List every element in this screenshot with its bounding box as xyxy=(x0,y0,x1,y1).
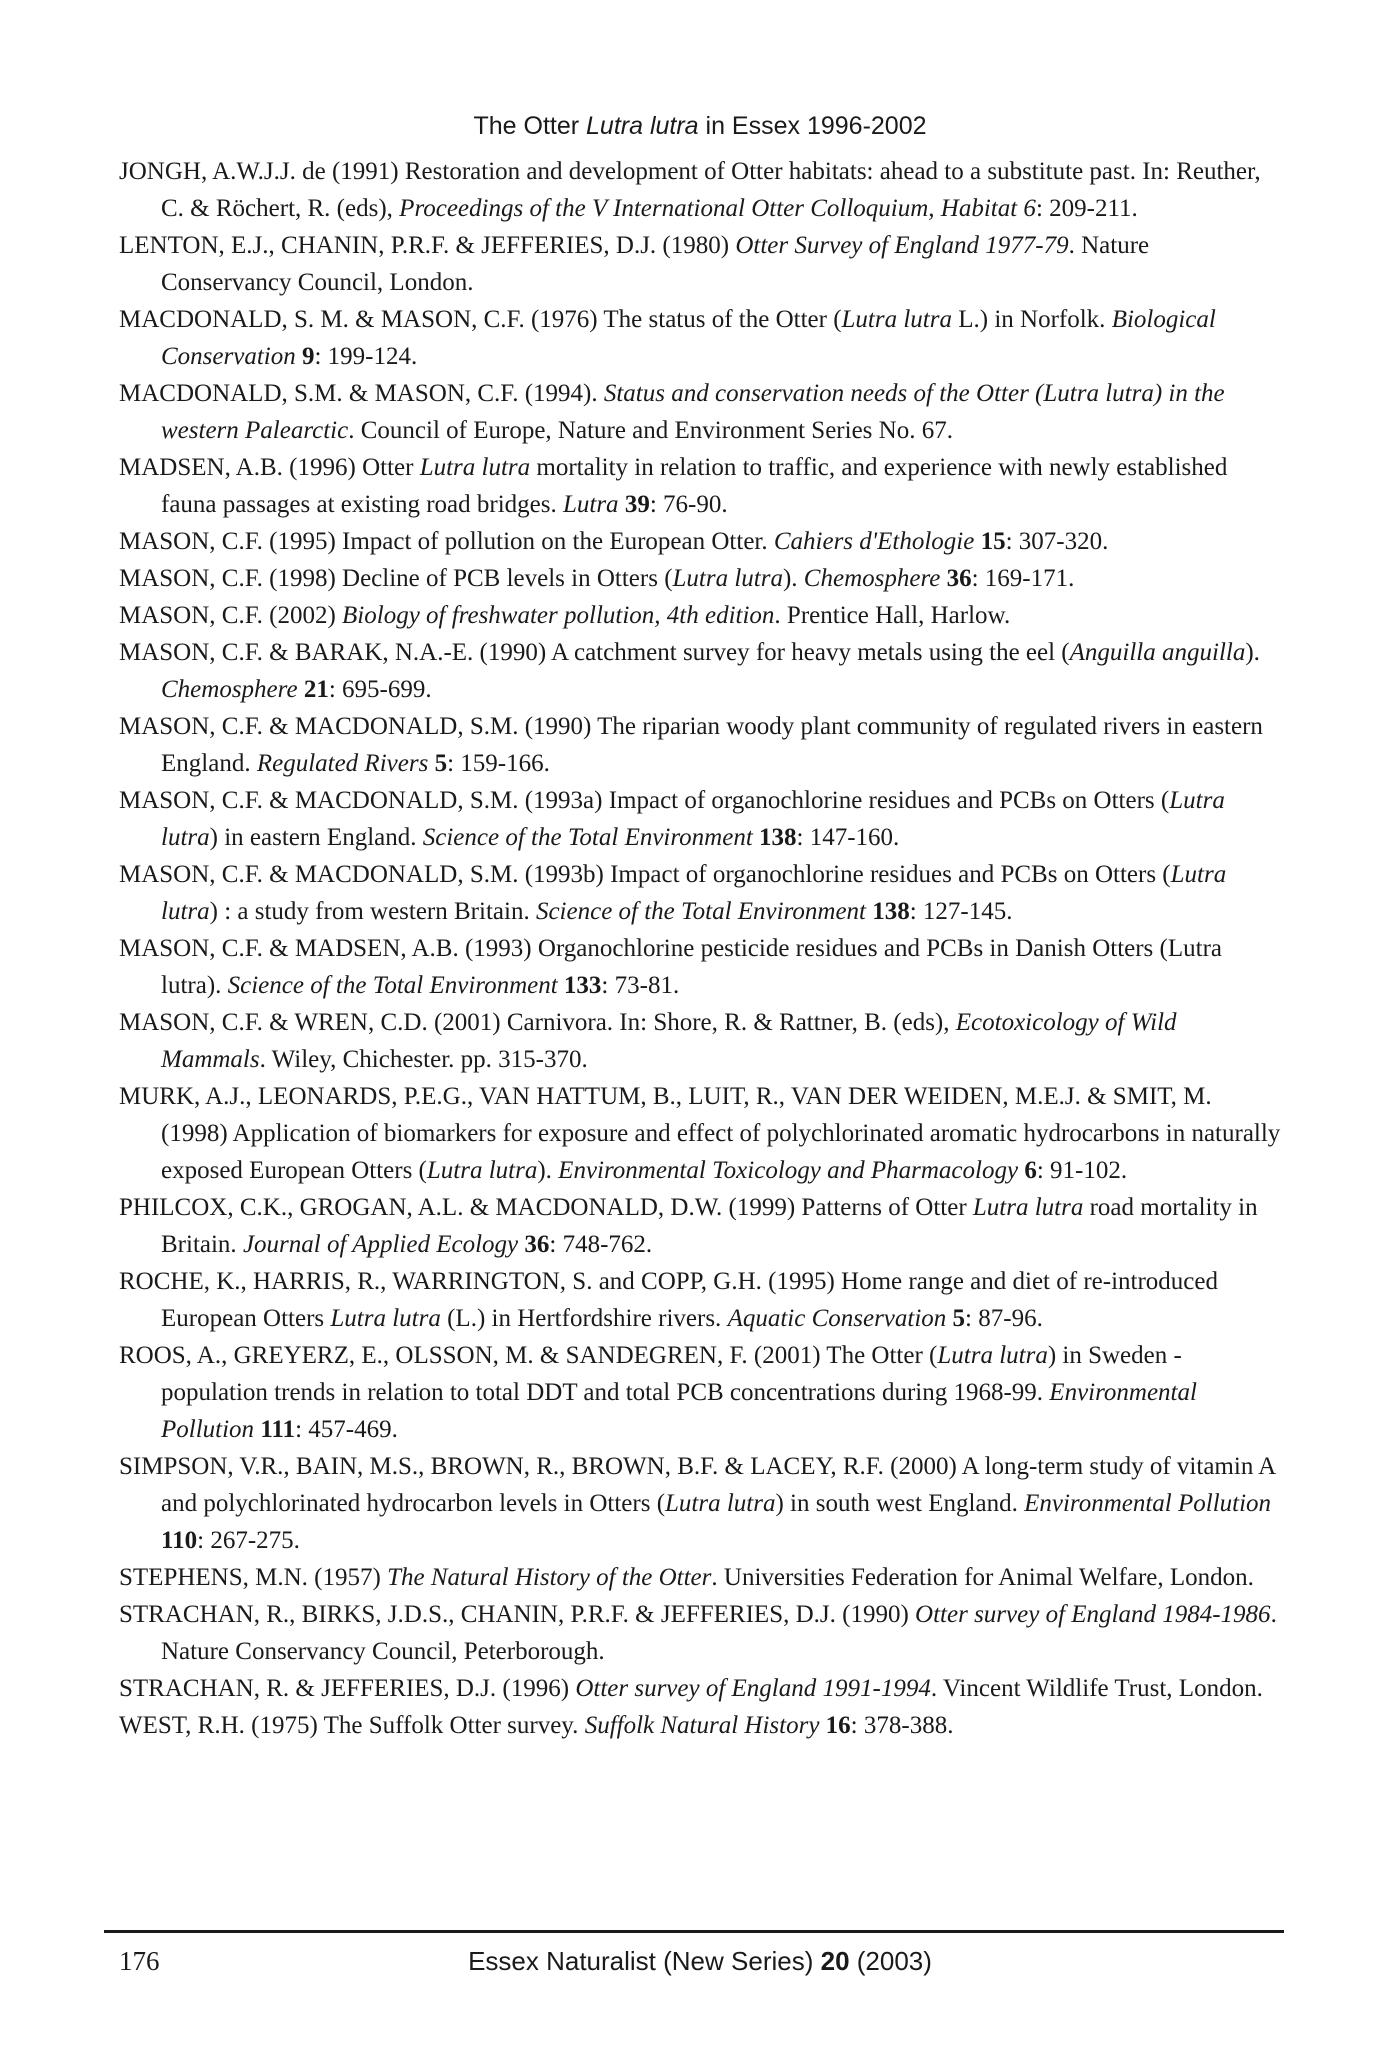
ref-volume: 9 xyxy=(301,343,315,370)
ref-volume: 39 xyxy=(624,491,650,518)
ref-text: : 73-81. xyxy=(601,972,680,999)
ref-volume: 138 xyxy=(872,898,910,925)
ref-italic-text: Science of the Total Environment xyxy=(535,898,866,925)
ref-text: ). xyxy=(1245,639,1260,666)
journal-volume: 20 xyxy=(820,1946,850,1976)
reference-entry xyxy=(119,1707,1284,1744)
ref-text: ). xyxy=(782,565,804,592)
header-text-end: in Essex 1996-2002 xyxy=(698,112,927,140)
ref-italic-text: Chemosphere xyxy=(803,565,941,592)
ref-text: . Nature Conservancy Council, Peterborough. xyxy=(161,1601,1277,1665)
ref-italic-text: Status and conservation needs of the Otter (Lutra lutra) in the western Palearctic xyxy=(161,380,1225,444)
ref-italic-text: Ecotoxicology of Wild Mammals xyxy=(161,1009,1177,1073)
ref-text: STRACHAN, R., BIRKS, J.D.S., CHANIN, P.R.F. & JEFFERIES, D.J. (1990) xyxy=(119,1601,916,1628)
ref-italic-text: Lutra lutra xyxy=(665,1490,776,1517)
ref-text: PHILCOX, C.K., GROGAN, A.L. & MACDONALD, D.W. (1999) Patterns of Otter xyxy=(119,1194,973,1221)
ref-italic-text: Lutra lutra xyxy=(330,1305,441,1332)
ref-italic-text: Otter survey of England 1984-1986 xyxy=(915,1601,1271,1628)
ref-text: WEST, R.H. (1975) The Suffolk Otter survey. xyxy=(119,1712,585,1739)
ref-italic-text: Biology of freshwater pollution, 4th edition xyxy=(342,602,775,629)
reference-entry xyxy=(119,708,1284,782)
ref-text: MASON, C.F. & BARAK, N.A.-E. (1990) A catchment survey for heavy metals using the eel ( xyxy=(119,639,1070,666)
ref-italic-text: Science of the Total Environment xyxy=(422,824,753,851)
reference-entry xyxy=(119,1004,1284,1078)
ref-italic-text: Environmental Toxicology and Pharmacology xyxy=(558,1157,1019,1184)
ref-text: . Nature Conservancy Council, London. xyxy=(161,232,1150,296)
ref-text: : 169-171. xyxy=(971,565,1075,592)
ref-volume: 21 xyxy=(303,676,329,703)
ref-volume: 5 xyxy=(952,1305,966,1332)
ref-text: : 87-96. xyxy=(965,1305,1043,1332)
ref-text: . Wiley, Chichester. pp. 315-370. xyxy=(259,1046,588,1073)
ref-text: . Universities Federation for Animal Welfare, London. xyxy=(711,1564,1254,1591)
ref-volume: 110 xyxy=(161,1527,198,1554)
ref-text: ) in south west England. xyxy=(775,1490,1025,1517)
ref-italic-text: Lutra lutra xyxy=(419,454,531,481)
reference-entry xyxy=(119,1596,1284,1670)
ref-italic-text: Lutra lutra xyxy=(161,861,1227,925)
ref-italic-text: Lutra lutra xyxy=(841,306,952,333)
ref-volume: 5 xyxy=(434,750,448,777)
ref-italic-text: Otter survey of England 1991-1994 xyxy=(575,1675,931,1702)
running-header xyxy=(0,112,1400,141)
ref-italic-text: Journal of Applied Ecology xyxy=(242,1231,519,1258)
ref-text: MACDONALD, S. M. & MASON, C.F. (1976) The status of the Otter ( xyxy=(119,306,842,333)
reference-entry xyxy=(119,153,1284,227)
ref-text: MASON, C.F. & MACDONALD, S.M. (1990) The riparian woody plant community of regulated rivers in eastern England. xyxy=(119,713,1263,777)
ref-text: MASON, C.F. & MADSEN, A.B. (1993) Organochlorine pesticide residues and PCBs in Danish Otters (Lutra lutra). xyxy=(119,935,1223,999)
reference-entry xyxy=(119,930,1284,1004)
ref-text: SIMPSON, V.R., BAIN, M.S., BROWN, R., BROWN, B.F. & LACEY, R.F. (2000) A long-term study of vitamin A and polychlorinated hydrocarbon levels in Otters ( xyxy=(119,1453,1275,1517)
ref-text: : 457-469. xyxy=(295,1416,398,1443)
ref-text: mortality in relation to traffic, and experience with newly established fauna passages at existing road bridges. xyxy=(161,454,1228,518)
ref-italic-text: Science of the Total Environment xyxy=(227,972,558,999)
ref-volume: 36 xyxy=(524,1231,550,1258)
reference-entry xyxy=(119,1670,1284,1707)
ref-text: . Prentice Hall, Harlow. xyxy=(774,602,1011,629)
reference-entry xyxy=(119,375,1284,449)
ref-text: ). xyxy=(537,1157,559,1184)
reference-list xyxy=(119,153,1284,1744)
page-number: 176 xyxy=(119,1946,160,1976)
ref-text: MASON, C.F. (2002) xyxy=(119,602,343,629)
ref-italic-text: Lutra lutra xyxy=(972,1194,1084,1221)
ref-text: : 748-762. xyxy=(549,1231,653,1258)
ref-italic-text: Environmental Pollution xyxy=(161,1379,1197,1443)
ref-volume: 15 xyxy=(980,528,1006,555)
reference-entry xyxy=(119,523,1284,560)
ref-italic-text: Suffolk Natural History xyxy=(584,1712,820,1739)
ref-italic-text: The Natural History of the Otter xyxy=(387,1564,712,1591)
ref-text: ) in eastern England. xyxy=(209,824,423,851)
ref-text: : 91-102. xyxy=(1036,1157,1128,1184)
reference-entry xyxy=(119,1189,1284,1263)
ref-text: : 127-145. xyxy=(909,898,1013,925)
ref-text: : 307-320. xyxy=(1005,528,1109,555)
ref-text: STRACHAN, R. & JEFFERIES, D.J. (1996) xyxy=(119,1675,576,1702)
journal-footer xyxy=(0,1946,1400,1977)
ref-text: JONGH, A.W.J.J. de (1991) Restoration and development of Otter habitats: ahead to a substitute past. In: Reuther, C. & Röchert, R. (eds), xyxy=(119,158,1261,222)
ref-italic-text: Anguilla anguilla xyxy=(1069,639,1246,666)
ref-italic-text: Cahiers d'Ethologie xyxy=(773,528,975,555)
ref-volume: 6 xyxy=(1024,1157,1037,1184)
ref-text: MURK, A.J., LEONARDS, P.E.G., VAN HATTUM, B., LUIT, R., VAN DER WEIDEN, M.E.J. & SMIT, M. (1998) Application of biomarkers for exposure and effect of polychlorinated aromatic hydrocarbons in naturally exposed European Otters ( xyxy=(119,1083,1281,1184)
reference-entry xyxy=(119,634,1284,708)
ref-text: . Council of Europe, Nature and Environment Series No. 67. xyxy=(348,417,953,444)
ref-text: STEPHENS, M.N. (1957) xyxy=(119,1564,388,1591)
ref-text: : 209-211. xyxy=(1035,195,1138,222)
ref-text: ROOS, A., GREYERZ, E., OLSSON, M. & SANDEGREN, F. (2001) The Otter ( xyxy=(119,1342,938,1369)
ref-italic-text: Environmental Pollution xyxy=(1024,1490,1272,1517)
ref-text: MASON, C.F. & MACDONALD, S.M. (1993b) Impact of organochlorine residues and PCBs on Otters ( xyxy=(119,861,1171,888)
header-text: The Otter xyxy=(473,112,587,140)
ref-text: ROCHE, K., HARRIS, R., WARRINGTON, S. and COPP, G.H. (1995) Home range and diet of re-introduced European Otters xyxy=(119,1268,1218,1332)
ref-text: L.) in Norfolk. xyxy=(951,306,1112,333)
reference-entry xyxy=(119,1448,1284,1559)
ref-volume: 138 xyxy=(759,824,797,851)
ref-text: MACDONALD, S.M. & MASON, C.F. (1994). xyxy=(119,380,604,407)
ref-volume: 36 xyxy=(946,565,972,592)
reference-entry xyxy=(119,227,1284,301)
ref-italic-text: Biological Conservation xyxy=(161,306,1216,370)
ref-italic-text: Regulated Rivers xyxy=(256,750,429,777)
reference-entry xyxy=(119,301,1284,375)
ref-text: MASON, C.F. & MACDONALD, S.M. (1993a) Impact of organochlorine residues and PCBs on Otters ( xyxy=(119,787,1170,814)
ref-italic-text: Aquatic Conservation xyxy=(727,1305,947,1332)
ref-text: : 147-160. xyxy=(796,824,900,851)
ref-italic-text: Lutra lutra xyxy=(426,1157,538,1184)
ref-volume: 16 xyxy=(825,1712,851,1739)
ref-text: : 76-90. xyxy=(649,491,728,518)
ref-text: MADSEN, A.B. (1996) Otter xyxy=(119,454,420,481)
ref-italic-text: Lutra lutra xyxy=(672,565,783,592)
ref-italic-text: Chemosphere xyxy=(161,676,298,703)
reference-entry xyxy=(119,1078,1284,1189)
header-species: Lutra lutra xyxy=(586,112,699,140)
reference-entry xyxy=(119,597,1284,634)
reference-entry xyxy=(119,449,1284,523)
ref-text: MASON, C.F. (1998) Decline of PCB levels in Otters ( xyxy=(119,565,673,592)
ref-text: ) : a study from western Britain. xyxy=(209,898,536,925)
ref-volume: 111 xyxy=(260,1416,296,1443)
ref-italic-text: Lutra lutra xyxy=(937,1342,1048,1369)
ref-text: : 267-275. xyxy=(197,1527,300,1554)
ref-volume: 133 xyxy=(563,972,602,999)
ref-text: (L.) in Hertfordshire rivers. xyxy=(440,1305,728,1332)
ref-italic-text: Otter Survey of England 1977-79 xyxy=(735,232,1069,259)
ref-text: MASON, C.F. (1995) Impact of pollution on the European Otter. xyxy=(119,528,774,555)
journal-year: (2003) xyxy=(849,1946,932,1976)
reference-entry xyxy=(119,782,1284,856)
journal-name: Essex Naturalist (New Series) xyxy=(468,1946,821,1976)
reference-entry xyxy=(119,1559,1284,1596)
ref-text: : 159-166. xyxy=(447,750,550,777)
ref-italic-text: Proceedings of the V International Otter Colloquium, Habitat 6 xyxy=(399,195,1036,222)
ref-text: : 378-388. xyxy=(850,1712,954,1739)
ref-text: LENTON, E.J., CHANIN, P.R.F. & JEFFERIES, D.J. (1980) xyxy=(119,232,736,259)
reference-entry xyxy=(119,856,1284,930)
footer-divider xyxy=(104,1930,1284,1933)
ref-italic-text: Lutra lutra xyxy=(161,787,1225,851)
ref-text: : 199-124. xyxy=(314,343,418,370)
ref-italic-text: Lutra xyxy=(562,491,619,518)
reference-entry xyxy=(119,1337,1284,1448)
reference-entry xyxy=(119,1263,1284,1337)
reference-entry xyxy=(119,560,1284,597)
ref-text: ) in Sweden - population trends in relation to total DDT and total PCB concentrations during 1968-99. xyxy=(161,1342,1182,1406)
ref-text: MASON, C.F. & WREN, C.D. (2001) Carnivora. In: Shore, R. & Rattner, B. (eds), xyxy=(119,1009,956,1036)
ref-text: . Vincent Wildlife Trust, London. xyxy=(930,1675,1263,1702)
ref-text: : 695-699. xyxy=(328,676,432,703)
ref-text: road mortality in Britain. xyxy=(161,1194,1258,1258)
